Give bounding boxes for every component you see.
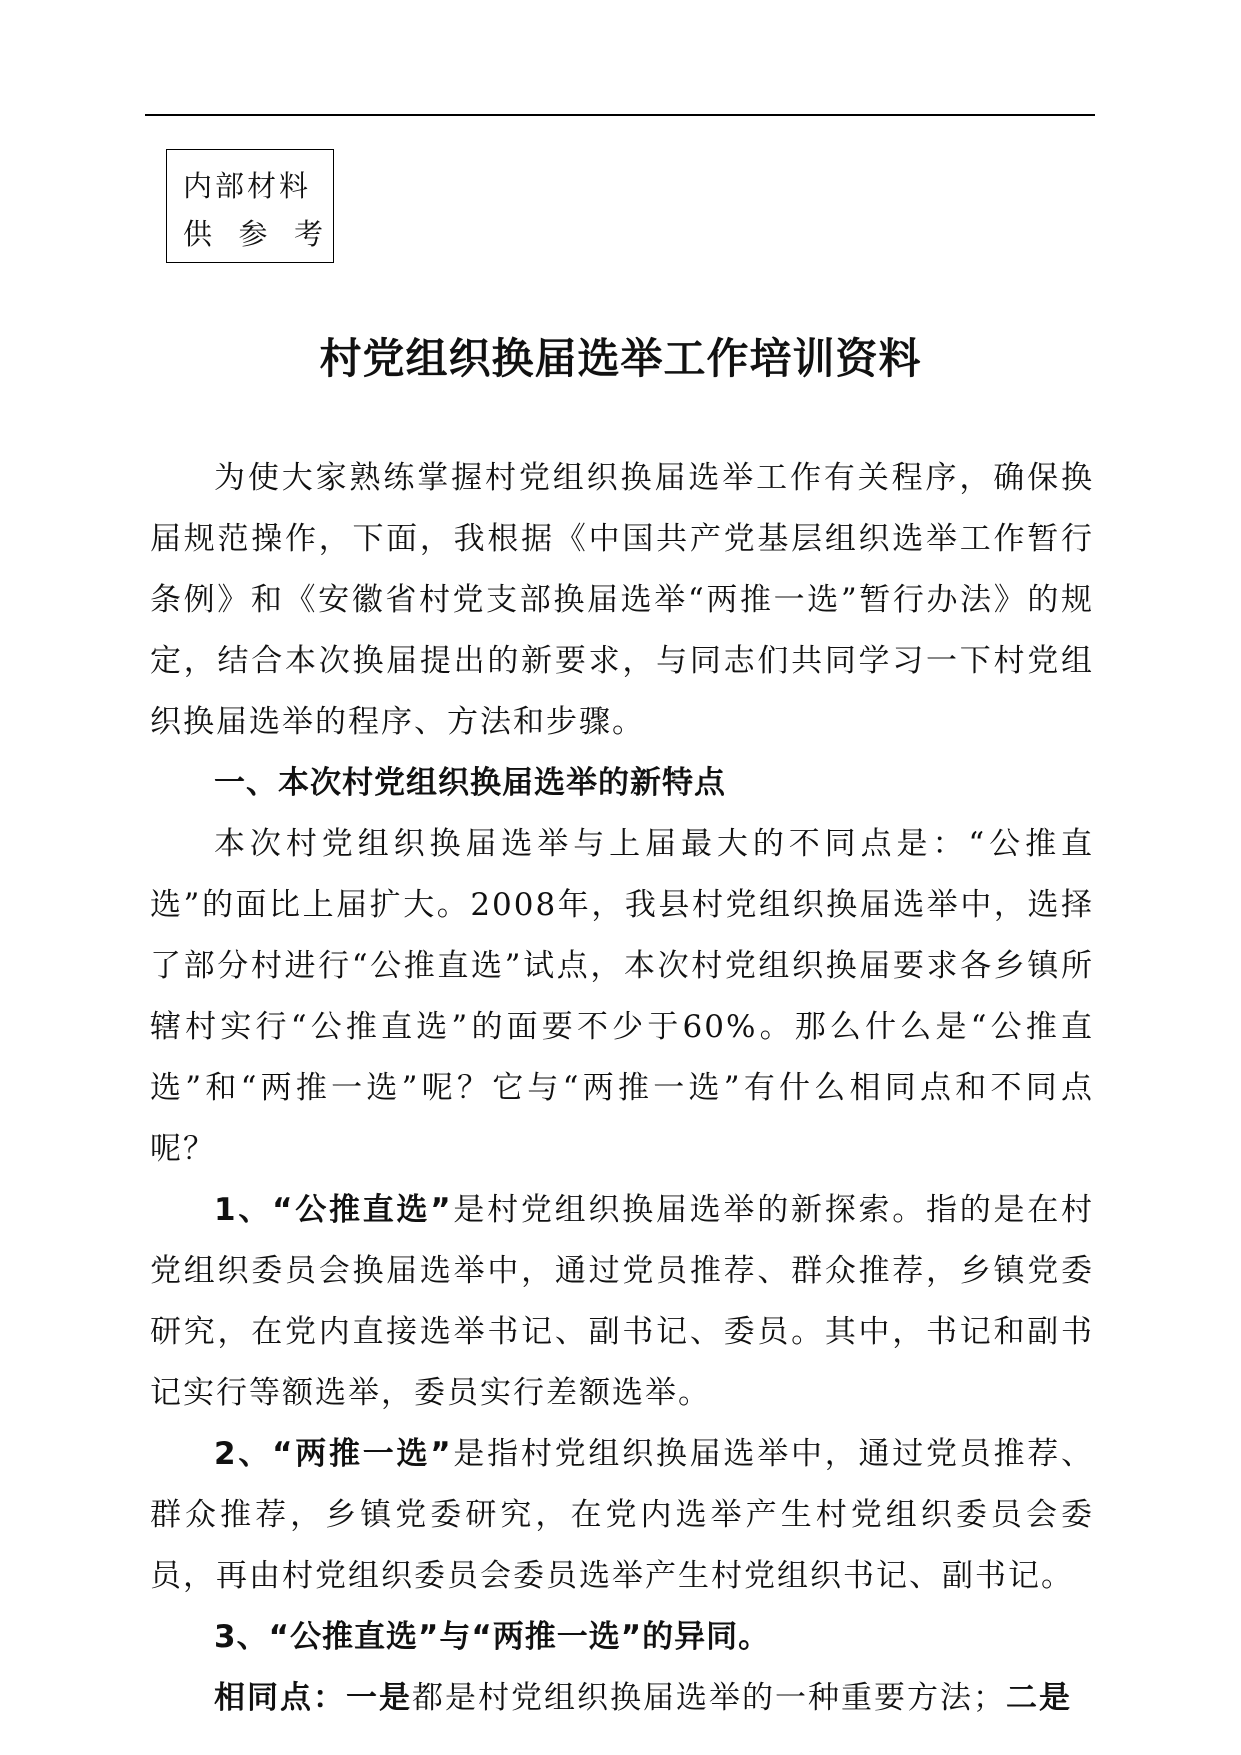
stamp-line-1: 内部材料	[183, 169, 312, 203]
intro-paragraph: 为使大家熟练掌握村党组织换届选举工作有关程序，确保换届规范操作，下面，我根据《中国共产党基层组织选举工作暂行条例》和《安徽省村党支部换届选举“两推一选”暂行办法》的规定，结合本次换届提出的新要求，与同志们共同学习一下村党组织换届选举的程序、方法和步骤。	[150, 460, 1094, 740]
similar-second-label: 二是	[1006, 1680, 1072, 1716]
item-paragraph	[150, 1180, 1094, 1424]
section-heading: 一、本次村党组织换届选举的新特点	[214, 765, 726, 801]
item-paragraph	[150, 1424, 1094, 1607]
section-paragraph: 本次村党组织换届选举与上届最大的不同点是：“公推直选”的面比上届扩大。2008年，我县村党组织换届选举中，选择了部分村进行“公推直选”试点，本次村党组织换届要求各乡镇所辖村实行“公推直选”的面要不少于60%。那么什么是“公推直选”和“两推一选”呢？它与“两推一选”有什么相同点和不同点呢？	[150, 826, 1094, 1167]
item-heading: 3、“公推直选”与“两推一选”的异同。	[214, 1619, 771, 1655]
similarities-paragraph	[150, 1668, 1094, 1729]
document-body	[150, 448, 1094, 1729]
stamp-char: 供	[183, 217, 213, 251]
internal-material-stamp	[166, 149, 334, 263]
similar-first-text: 都是村党组织换届选举的一种重要方法；	[412, 1680, 1006, 1716]
item-lead: 2、“两推一选”	[214, 1436, 453, 1472]
stamp-line-2	[183, 212, 323, 253]
document-title: 村党组织换届选举工作培训资料	[319, 334, 922, 383]
stamp-char: 参	[238, 217, 268, 251]
header-rule	[145, 114, 1095, 116]
similar-first-label: 一是	[346, 1680, 412, 1716]
item-lead: 1、“公推直选”	[214, 1192, 453, 1228]
item-text: 是指村党组织换届选举中，通过党员推荐、群众推荐，乡镇党委研究，在党内选举产生村党组织委员会委员，再由村党组织委员会委员选举产生村党组织书记、副书记。	[150, 1436, 1094, 1594]
item-text: 是村党组织换届选举的新探索。指的是在村党组织委员会换届选举中，通过党员推荐、群众推荐，乡镇党委研究，在党内直接选举书记、副书记、委员。其中，书记和副书记实行等额选举，委员实行差额选举。	[150, 1192, 1094, 1411]
stamp-char: 考	[293, 217, 323, 251]
similar-label: 相同点：	[214, 1680, 346, 1716]
